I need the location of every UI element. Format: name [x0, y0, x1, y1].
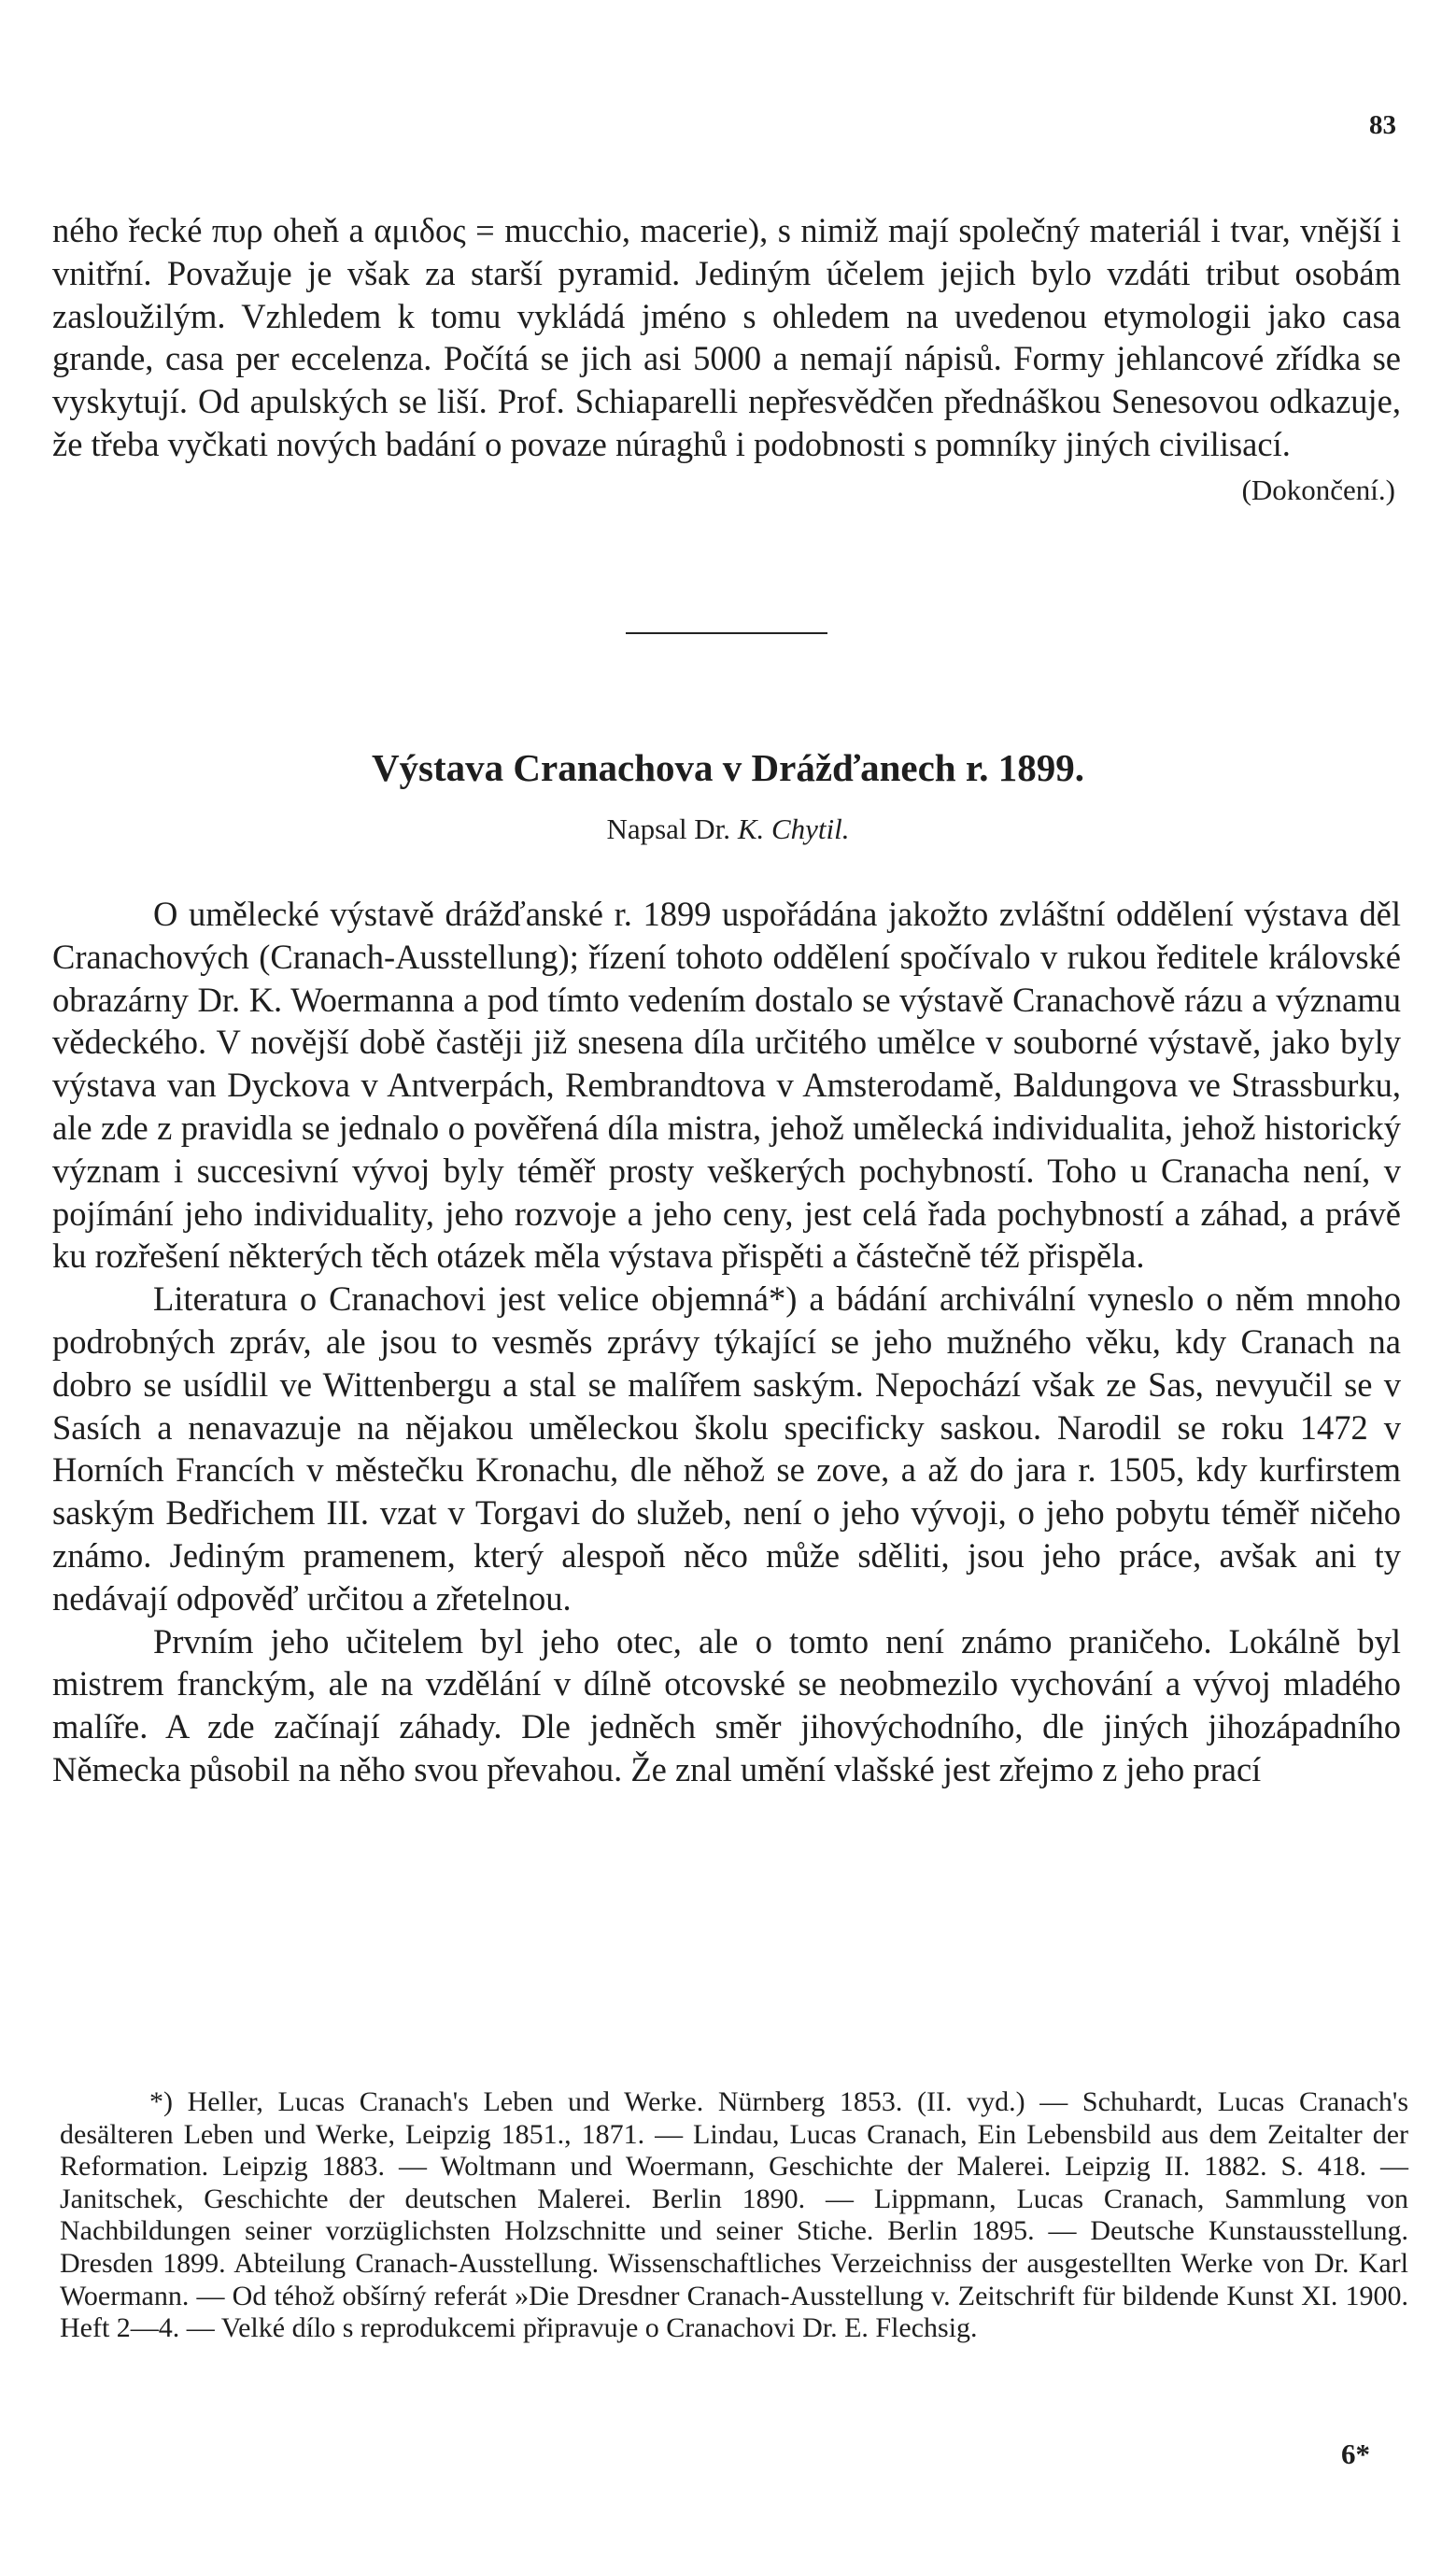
signature-mark: 6*: [1341, 2438, 1370, 2470]
article-byline: [0, 811, 1456, 848]
page-number: 83: [1369, 110, 1396, 140]
footnote: [60, 2086, 1408, 2345]
lead-paragraph: ného řecké πυρ oheň a αμιδος = mucchio, macerie), s nimiž mají společný materiál i tvar, vnější i vnitřní. Považuje je však za starší pyramid. Jediným účelem jejich bylo vzdáti tribut osobám zasloužilým. Vzhledem k tomu vykládá jméno s ohledem na uvedenou etymologii jako casa grande, casa per eccelenza. Počítá se jich asi 5000 a nemají nápisů. Formy jehlancové zřídka se vyskytují. Od apulských se liší. Prof. Schiaparelli nepřesvědčen přednáškou Senesovou odkazuje, že třeba vyčkati nových badání o povaze núraghů i podobnosti s pomníky jiných civilisací.: [52, 211, 1401, 463]
article-body: [52, 893, 1401, 1791]
section-separator: [626, 632, 827, 634]
continuation-note: (Dokončení.): [1241, 473, 1395, 506]
byline-author: K. Chytil.: [737, 813, 850, 845]
footnote-text: *) Heller, Lucas Cranach's Leben und Werke. Nürnberg 1853. (II. vyd.) — Schuhardt, Lucas Cranach's desälteren Leben und Werke, Leipzig 1851., 1871. — Lindau, Lucas Cranach, Ein Lebensbild aus dem Zeitalter der Reformation. Leipzig 1883. — Woltmann und Woermann, Geschichte der Malerei. Leipzig II. 1882. S. 418. — Janitschek, Geschichte der deutschen Malerei. Berlin 1890. — Lippmann, Lucas Cranach, Sammlung von Nachbildungen seiner vorzüglichsten Holzschnitte und seiner Stiche. Berlin 1895. — Deutsche Kunstausstellung. Dresden 1899. Abteilung Cranach-Ausstellung. Wissenschaftliches Verzeichniss der ausgestellten Werke von Dr. Karl Woermann. — Od téhož obšírný referát »Die Dresdner Cranach-Ausstellung v. Zeitschrift für bildende Kunst XI. 1900. Heft 2—4. — Velké dílo s reprodukcemi připravuje o Cranachovi Dr. E. Flechsig.: [60, 2086, 1408, 2344]
lead-section: [52, 209, 1401, 513]
body-paragraph-1: O umělecké výstavě drážďanské r. 1899 uspořádána jakožto zvláštní oddělení výstava děl Cranachových (Cranach-Ausstellung); řízení tohoto oddělení spočívalo v rukou ředitele královské obrazárny Dr. K. Woermanna a pod tímto vedením dostalo se výstavě Cranachově rázu a významu vědeckého. V novější době častěji již snesena díla určitého umělce v souborné výstavě, jako byly výstava van Dyckova v Antverpách, Rembrandtova v Amsterodamě, Baldungova ve Strassburku, ale zde z pravidla se jednalo o pověřená díla mistra, jehož umělecká individualita, jehož historický význam i succesivní vývoj byly téměř prosty veškerých pochybností. Toho u Cranacha není, v pojímání jeho individuality, jeho rozvoje a jeho ceny, jest celá řada pochybností a záhad, a právě ku rozřešení některých těch otázek měla výstava přispěti a částečně též přispěla.: [52, 895, 1401, 1276]
body-paragraph-2: Literatura o Cranachovi jest velice objemná*) a bádání archivální vyneslo o něm mnoho podrobných zpráv, ale jsou to vesměs zprávy týkající se jeho mužného věku, kdy Cranach na dobro se usídlil ve Wittenbergu a stal se malířem saským. Nepochází však ze Sas, nevyučil se v Sasích a nenavazuje na nějakou uměleckou školu specificky saskou. Narodil se roku 1472 v Horních Francích v městečku Kronachu, dle něhož se zove, a až do jara r. 1505, kdy kurfirstem saským Bedřichem III. vzat v Torgavi do služeb, není o jeho vývoji, o jeho pobytu téměř ničeho známo. Jediným pramenem, který alespoň něco může sděliti, jsou jeho práce, avšak ani ty nedávají odpověď určitou a zřetelnou.: [52, 1279, 1401, 1618]
body-paragraph-3: Prvním jeho učitelem byl jeho otec, ale o tomto není známo praničeho. Lokálně byl mistrem franckým, ale na vzdělání v dílně otcovské se neobmezilo vychování a vývoj mladého malíře. A zde začínají záhady. Dle jedněch směr jihovýchodního, dle jiných jihozápadního Německa působil na něho svou převahou. Že znal umění vlašské jest zřejmo z jeho prací: [52, 1621, 1401, 1788]
article-title: Výstava Cranachova v Drážďanech r. 1899.: [371, 746, 1085, 789]
byline-prefix: Napsal Dr.: [606, 813, 731, 845]
